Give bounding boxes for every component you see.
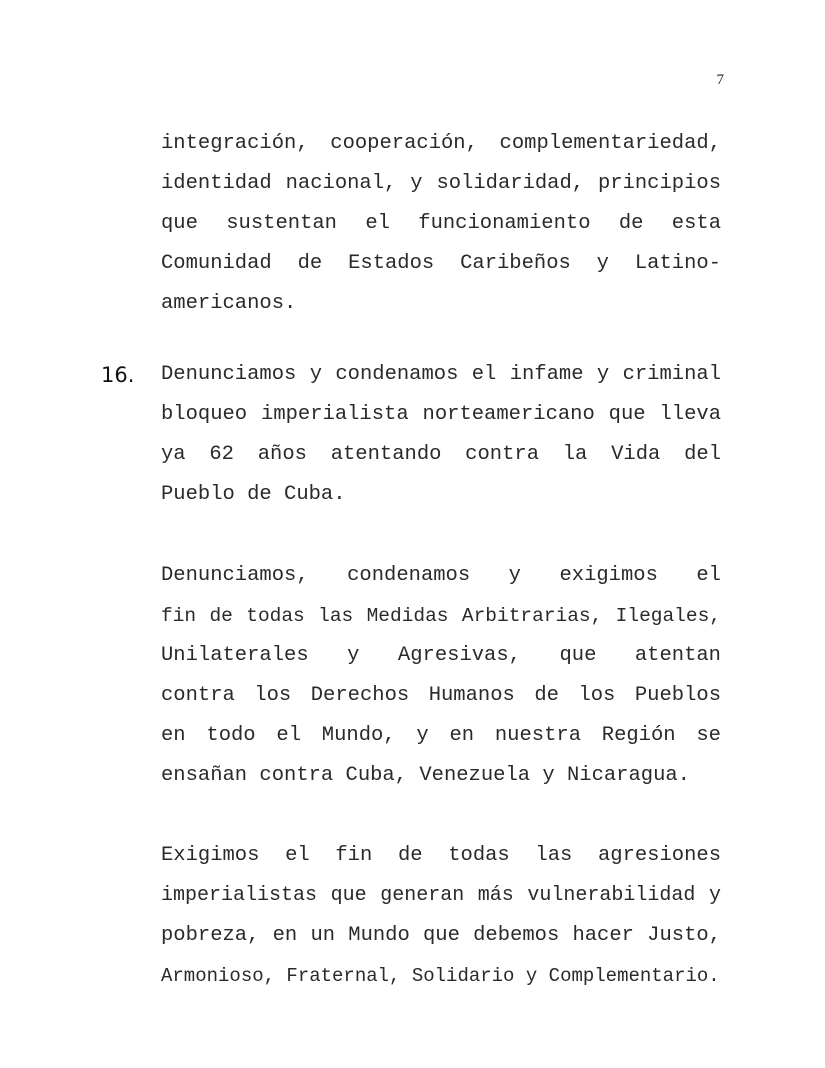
text-line: en todo el Mundo, y en nuestra Región se	[161, 724, 721, 747]
text-line: Denunciamos y condenamos el infame y criminal	[161, 363, 721, 386]
page-number: 7	[716, 72, 724, 88]
text-line: identidad nacional, y solidaridad, principios	[161, 172, 721, 195]
text-line: Unilaterales y Agresivas, que atentan	[161, 644, 721, 667]
text-line: imperialistas que generan más vulnerabilidad y	[161, 884, 721, 907]
text-line: Denunciamos, condenamos y exigimos el	[161, 564, 721, 587]
text-line: integración, cooperación, complementariedad,	[161, 132, 721, 155]
text-line: bloqueo imperialista norteamericano que lleva	[161, 403, 721, 426]
item-16-paragraph-3	[161, 836, 721, 996]
item-number: 16.	[101, 363, 135, 387]
text-line: fin de todas las Medidas Arbitrarias, Ilegales,	[161, 605, 721, 627]
intro-paragraph	[161, 124, 721, 324]
item-16-paragraph-1	[161, 355, 721, 515]
text-line: ensañan contra Cuba, Venezuela y Nicaragua.	[161, 764, 690, 787]
text-line: Exigimos el fin de todas las agresiones	[161, 844, 721, 867]
text-line: ya 62 años atentando contra la Vida del	[161, 443, 721, 466]
text-line: americanos.	[161, 292, 297, 315]
text-line: pobreza, en un Mundo que debemos hacer Justo,	[161, 924, 721, 947]
text-line: que sustentan el funcionamiento de esta	[161, 212, 721, 235]
item-16-paragraph-2	[161, 556, 721, 796]
text-line: contra los Derechos Humanos de los Pueblos	[161, 684, 721, 707]
text-line: Armonioso, Fraternal, Solidario y Complementario.	[161, 965, 720, 987]
text-line: Pueblo de Cuba.	[161, 483, 346, 506]
text-line: Comunidad de Estados Caribeños y Latino-	[161, 252, 721, 275]
